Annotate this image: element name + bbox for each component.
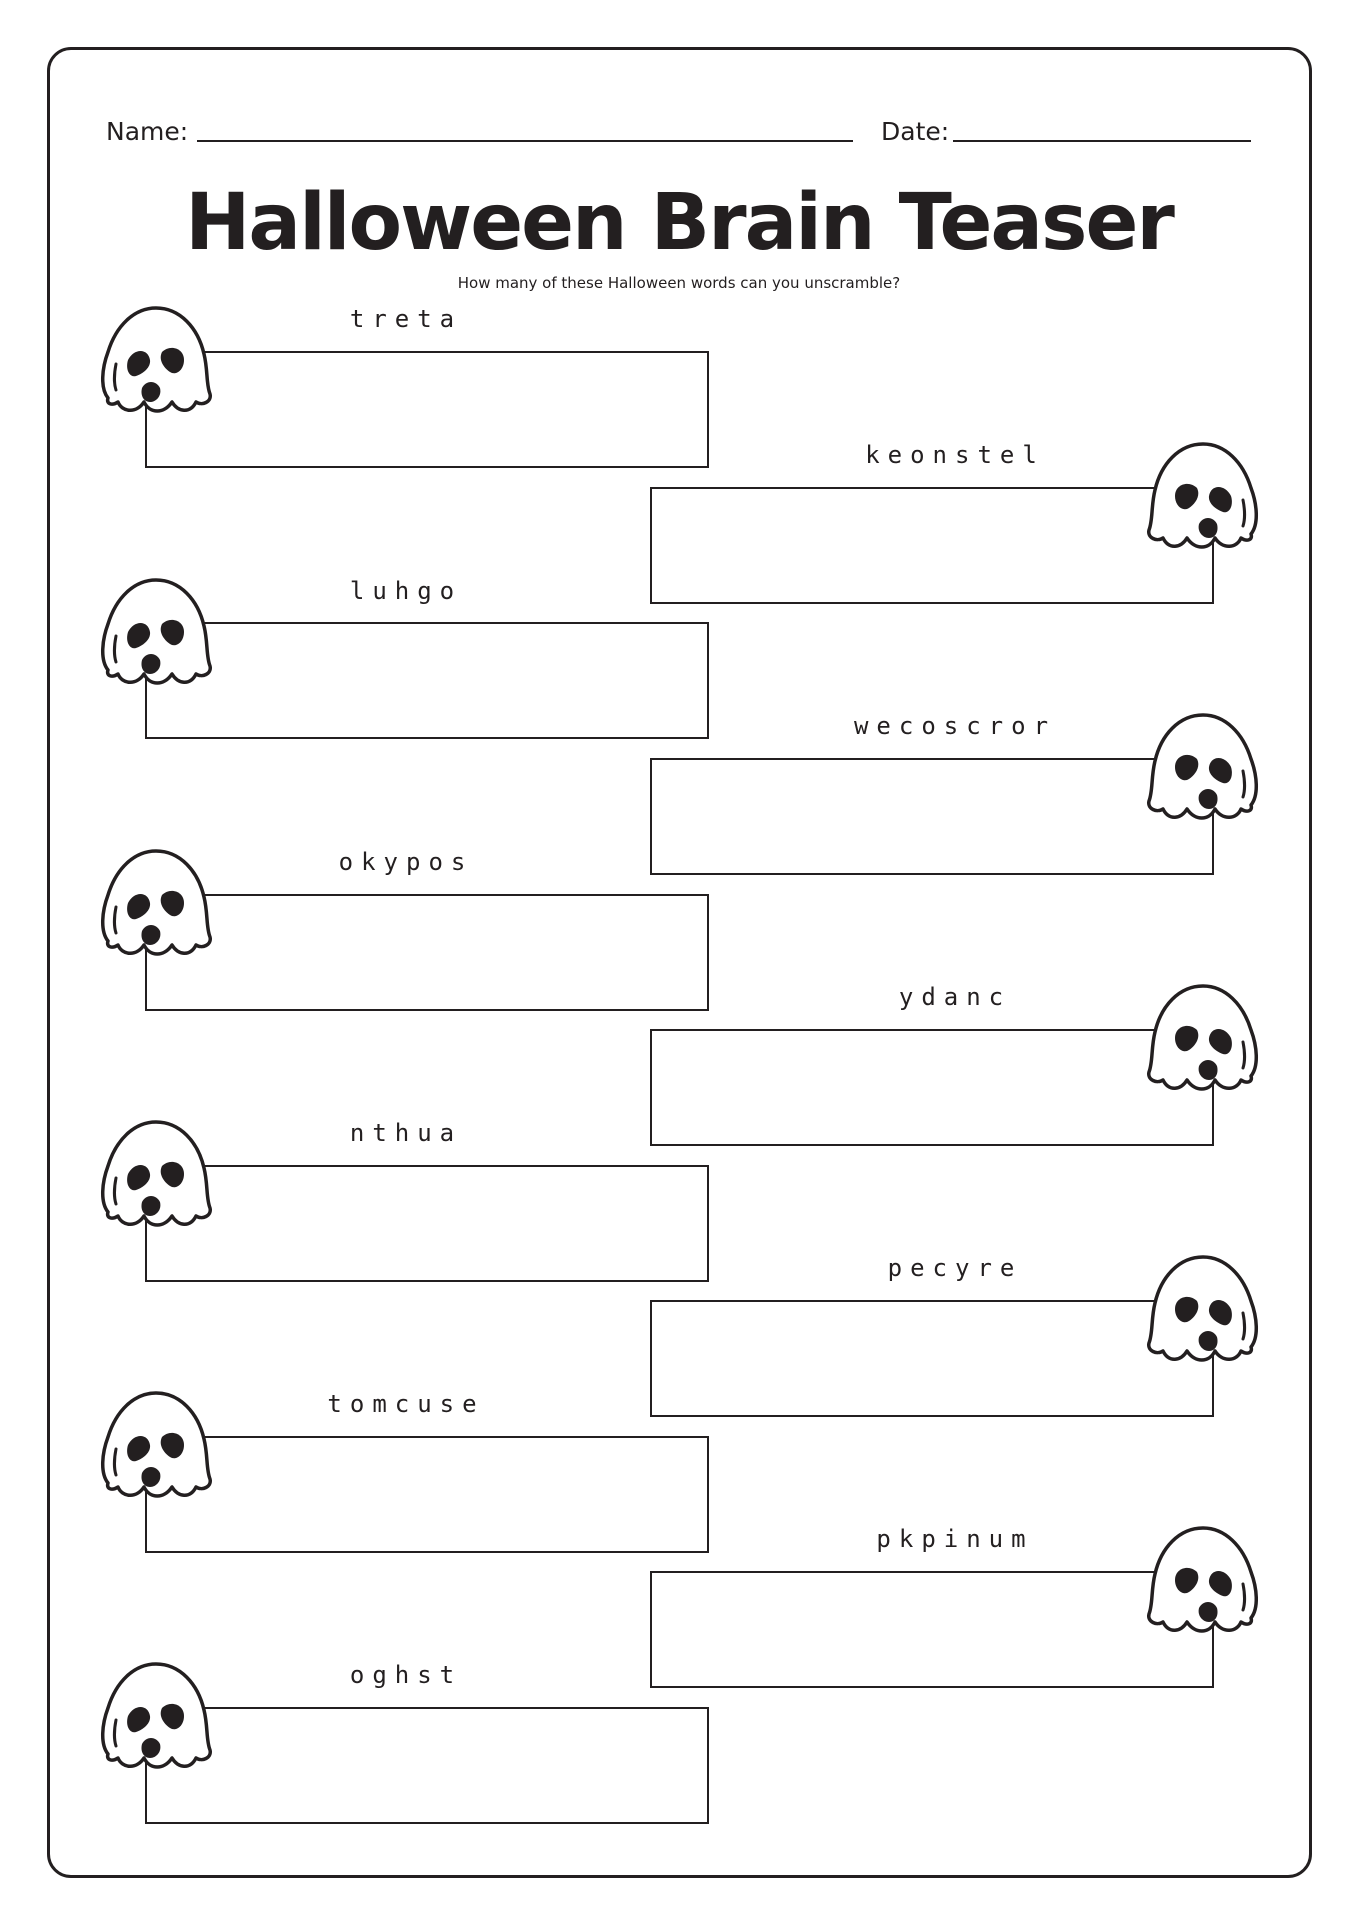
scrambled-word: okypos (338, 848, 474, 876)
ghost-icon (98, 574, 218, 692)
answer-box[interactable] (145, 351, 709, 468)
answer-box[interactable] (145, 894, 709, 1011)
ghost-icon (1141, 1251, 1261, 1369)
answer-box[interactable] (650, 487, 1214, 604)
answer-box[interactable] (650, 1571, 1214, 1688)
ghost-icon (98, 1658, 218, 1776)
ghost-icon (1141, 709, 1261, 827)
answer-box[interactable] (145, 1436, 709, 1553)
ghost-icon (1141, 1522, 1261, 1640)
name-label: Name: (106, 117, 189, 146)
worksheet-instructions: How many of these Halloween words can you unscramble? (457, 274, 901, 292)
answer-box[interactable] (650, 1029, 1214, 1146)
scrambled-word: pecyre (887, 1254, 1023, 1282)
scrambled-word: ydanc (898, 983, 1012, 1011)
ghost-icon (98, 845, 218, 963)
ghost-icon (98, 1116, 218, 1234)
answer-box[interactable] (145, 1165, 709, 1282)
answer-box[interactable] (145, 622, 709, 739)
scrambled-word: wecoscror (853, 712, 1057, 740)
date-label: Date: (881, 117, 950, 146)
scrambled-word: keonstel (865, 441, 1045, 469)
scrambled-word: treta (349, 305, 463, 333)
scrambled-word: oghst (349, 1661, 463, 1689)
ghost-icon (98, 1387, 218, 1505)
scrambled-word: pkpinum (876, 1525, 1034, 1553)
answer-box[interactable] (145, 1707, 709, 1824)
answer-box[interactable] (650, 758, 1214, 875)
scrambled-word: tomcuse (327, 1390, 485, 1418)
scrambled-word: luhgo (349, 577, 463, 605)
ghost-icon (98, 302, 218, 420)
answer-box[interactable] (650, 1300, 1214, 1417)
name-field[interactable] (197, 140, 853, 142)
ghost-icon (1141, 980, 1261, 1098)
ghost-icon (1141, 438, 1261, 556)
scrambled-word: nthua (349, 1119, 463, 1147)
date-field[interactable] (953, 140, 1251, 142)
worksheet-title: Halloween Brain Teaser (185, 178, 1173, 268)
